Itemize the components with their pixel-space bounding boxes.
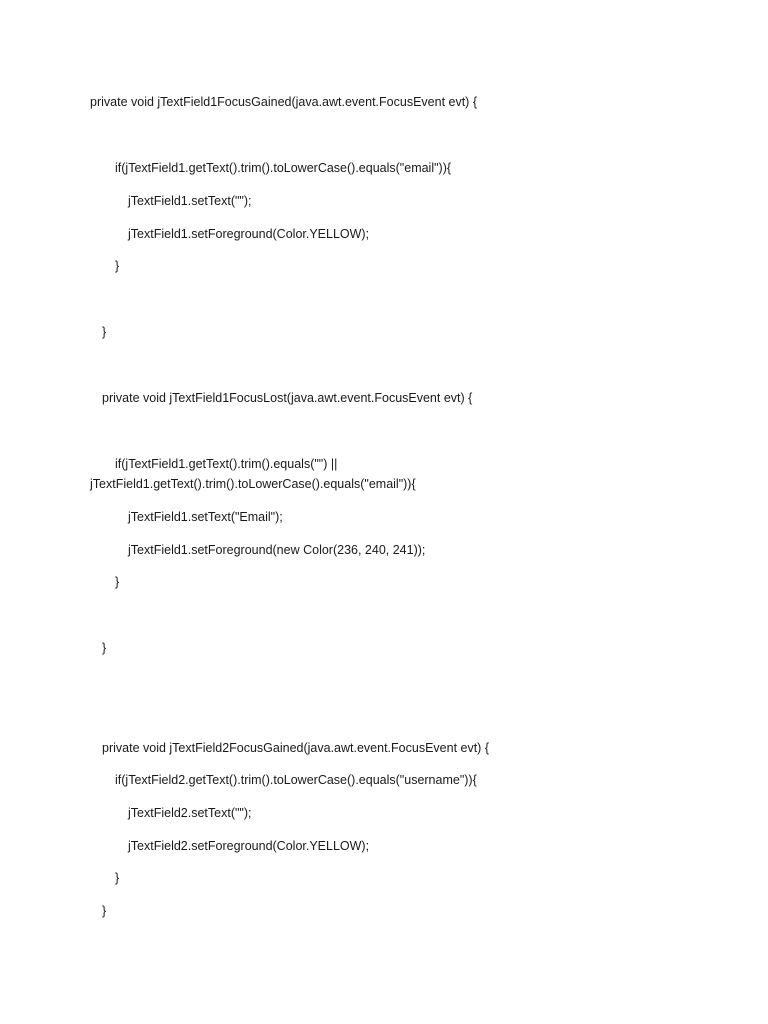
code-line: jTextField1.setForeground(Color.YELLOW); bbox=[128, 227, 370, 241]
code-line: } bbox=[115, 575, 120, 589]
code-line: if(jTextField2.getText().trim().toLowerCase().equals("username")){ bbox=[115, 773, 477, 787]
code-line: if(jTextField1.getText().trim().toLowerCase().equals("email")){ bbox=[115, 161, 452, 175]
code-line: private void jTextField1FocusGained(java.awt.event.FocusEvent evt) { bbox=[90, 95, 477, 109]
code-line: if(jTextField1.getText().trim().equals("") || bbox=[115, 457, 338, 471]
code-line: } bbox=[115, 259, 120, 273]
code-line: jTextField1.getText().trim().toLowerCase().equals("email")){ bbox=[90, 477, 416, 491]
code-line: } bbox=[102, 904, 107, 918]
code-line: } bbox=[102, 641, 107, 655]
code-line: private void jTextField2FocusGained(java.awt.event.FocusEvent evt) { bbox=[102, 741, 489, 755]
code-line: private void jTextField1FocusLost(java.awt.event.FocusEvent evt) { bbox=[102, 391, 473, 405]
code-line: jTextField1.setText("Email"); bbox=[128, 510, 283, 524]
code-line: jTextField1.setText(""); bbox=[128, 194, 252, 208]
code-line: } bbox=[102, 325, 107, 339]
code-line: jTextField1.setForeground(new Color(236, 240, 241)); bbox=[128, 543, 426, 557]
code-line: jTextField2.setText(""); bbox=[128, 806, 252, 820]
code-line: jTextField2.setForeground(Color.YELLOW); bbox=[128, 839, 370, 853]
code-line: } bbox=[115, 871, 120, 885]
